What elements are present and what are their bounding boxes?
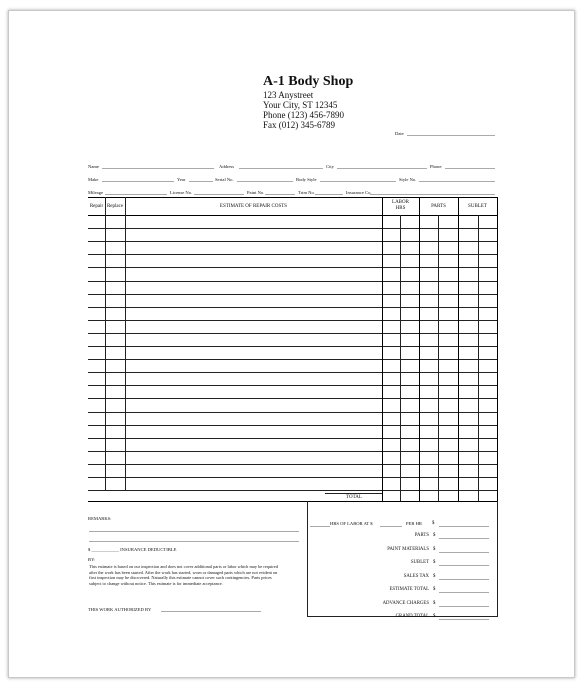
table-row-line — [88, 228, 497, 229]
summary-estimate-total-dollar: $ — [433, 587, 436, 592]
per-hr-label: PER HR — [406, 521, 422, 526]
summary-estimate-total-field[interactable] — [439, 592, 489, 593]
parts-column-divider — [419, 197, 420, 501]
table-row-line — [88, 254, 497, 255]
labor-column-divider — [382, 197, 383, 501]
labor-hrs-header: HRS — [395, 206, 406, 211]
labor-sub-divider — [400, 215, 401, 501]
table-top-border — [88, 197, 497, 198]
table-row-line — [88, 241, 497, 242]
phone-field[interactable] — [445, 168, 495, 169]
trim-label: Trim No. — [298, 190, 315, 195]
shop-street: 123 Anystreet — [263, 90, 314, 100]
paint-label: Paint No. — [247, 190, 265, 195]
style-no-label: Style No. — [399, 177, 417, 182]
summary-sales-tax-label: SALES TAX — [403, 573, 429, 579]
replace-column-divider — [125, 197, 126, 490]
summary-sales-tax-field[interactable] — [439, 579, 489, 580]
labor-amount-field[interactable] — [439, 526, 489, 527]
body-style-field[interactable] — [320, 181, 396, 182]
estimate-header: ESTIMATE OF REPAIR COSTS — [219, 204, 288, 209]
address-label: Address — [219, 164, 235, 169]
shop-fax: Fax (012) 345-6789 — [263, 120, 335, 130]
remarks-line-2[interactable] — [89, 541, 299, 542]
summary-sublet-field[interactable] — [439, 565, 489, 566]
table-row-line — [88, 451, 497, 452]
estimate-notice: This estimate is based on our inspection and does not cover additional parts or labor which may be required after the work has been started. After the work has started, worn or damaged parts which are not evident on first inspection may be discovered. Naturally this estimate cannot cover such contingencies. Parts prices subject to change without notice. This estimate is for immediate acceptance. — [89, 564, 278, 586]
table-row-line — [88, 359, 497, 360]
insurance-label: Insurance Co. — [346, 190, 372, 195]
table-row-line — [88, 281, 497, 282]
license-label: License No. — [170, 190, 193, 195]
table-row-line — [88, 267, 497, 268]
summary-sales-tax-dollar: $ — [433, 573, 436, 579]
summary-advance-charges-dollar: $ — [433, 600, 436, 606]
trim-field[interactable] — [315, 194, 343, 195]
date-field[interactable] — [407, 135, 495, 136]
parts-header: PARTS — [431, 204, 446, 209]
table-row-line — [88, 333, 497, 334]
make-field[interactable] — [102, 181, 174, 182]
license-field[interactable] — [194, 194, 244, 195]
phone-label: Phone — [430, 164, 442, 169]
rate-field[interactable] — [380, 526, 402, 527]
summary-grand-total-label: GRAND TOTAL — [395, 614, 429, 619]
city-field[interactable] — [337, 168, 427, 169]
labor-header: LABOR — [392, 200, 409, 205]
year-label: Year — [177, 177, 186, 182]
name-field[interactable] — [102, 168, 214, 169]
replace-header: Replace — [106, 204, 124, 209]
name-label: Name — [88, 164, 99, 169]
summary-advance-charges-field[interactable] — [439, 606, 489, 607]
make-label: Make — [88, 177, 99, 182]
summary-advance-charges-label: ADVANCE CHARGES — [382, 600, 429, 606]
mileage-label: Mileage — [88, 190, 104, 195]
year-field[interactable] — [189, 181, 213, 182]
summary-parts-field[interactable] — [439, 538, 489, 539]
serial-field[interactable] — [237, 181, 293, 182]
authorized-signature-field[interactable] — [161, 611, 261, 612]
table-header-bottom — [88, 215, 497, 216]
table-row-line — [88, 320, 497, 321]
shop-phone: Phone (123) 456-7890 — [263, 110, 344, 120]
sublet-sub-divider — [478, 215, 479, 501]
summary-sublet-label: SUBLET — [410, 560, 429, 565]
table-row-line — [88, 425, 497, 426]
shop-city: Your City, ST 12345 — [263, 100, 338, 110]
by-label: BY: — [88, 557, 96, 562]
table-right-border — [497, 197, 498, 501]
summary-right-border — [497, 501, 498, 616]
date-label: Date — [395, 131, 404, 136]
parts-sub-divider — [438, 215, 439, 501]
address-field[interactable] — [239, 168, 323, 169]
city-label: City — [326, 164, 334, 169]
table-row-line — [88, 490, 497, 491]
labor-dollar: $ — [432, 521, 435, 526]
summary-grand-total-field[interactable] — [439, 619, 489, 620]
table-row-line — [88, 372, 497, 373]
table-row-line — [88, 464, 497, 465]
table-row-line — [88, 412, 497, 413]
summary-parts-label: PARTS — [414, 533, 429, 538]
hrs-labor-label: HRS OF LABOR AT $ — [330, 521, 373, 526]
summary-paint-materials-label: PAINT MATERIALS — [387, 546, 429, 552]
table-row-line — [88, 294, 497, 295]
sublet-header: SUBLET — [468, 204, 487, 209]
table-row-line — [88, 477, 497, 478]
insurance-deductible: $ ____________ INSURANCE DEDUCTIBLE — [88, 547, 177, 552]
repair-column-divider — [105, 197, 106, 490]
table-row-line — [88, 398, 497, 399]
estimate-form-page — [8, 10, 575, 678]
summary-estimate-total-label: ESTIMATE TOTAL — [389, 587, 429, 592]
mileage-field[interactable] — [105, 194, 167, 195]
authorized-label: THIS WORK AUTHORIZED BY — [88, 607, 152, 612]
shop-name: A-1 Body Shop — [263, 74, 354, 89]
summary-paint-materials-field[interactable] — [439, 552, 489, 553]
hrs-labor-field[interactable] — [310, 526, 330, 527]
summary-parts-dollar: $ — [433, 533, 436, 538]
paint-field[interactable] — [265, 194, 295, 195]
remarks-label: REMARKS: — [88, 516, 112, 521]
remarks-line-1[interactable] — [89, 531, 299, 532]
summary-sublet-dollar: $ — [433, 560, 436, 565]
table-row-line — [88, 346, 497, 347]
summary-paint-materials-dollar: $ — [433, 546, 436, 552]
insurance-field[interactable] — [370, 194, 495, 195]
total-row-line — [325, 493, 382, 494]
body-style-label: Body Style — [296, 177, 317, 182]
table-row-line — [88, 438, 497, 439]
estimate-table — [88, 197, 497, 501]
table-row-line — [88, 307, 497, 308]
sublet-column-divider — [458, 197, 459, 501]
serial-label: Serial No. — [215, 177, 234, 182]
style-no-field[interactable] — [419, 181, 495, 182]
summary-grand-total-dollar: $ — [433, 614, 436, 619]
total-label: TOTAL — [346, 495, 362, 500]
table-row-line — [88, 385, 497, 386]
repair-header: Repair — [89, 204, 104, 209]
